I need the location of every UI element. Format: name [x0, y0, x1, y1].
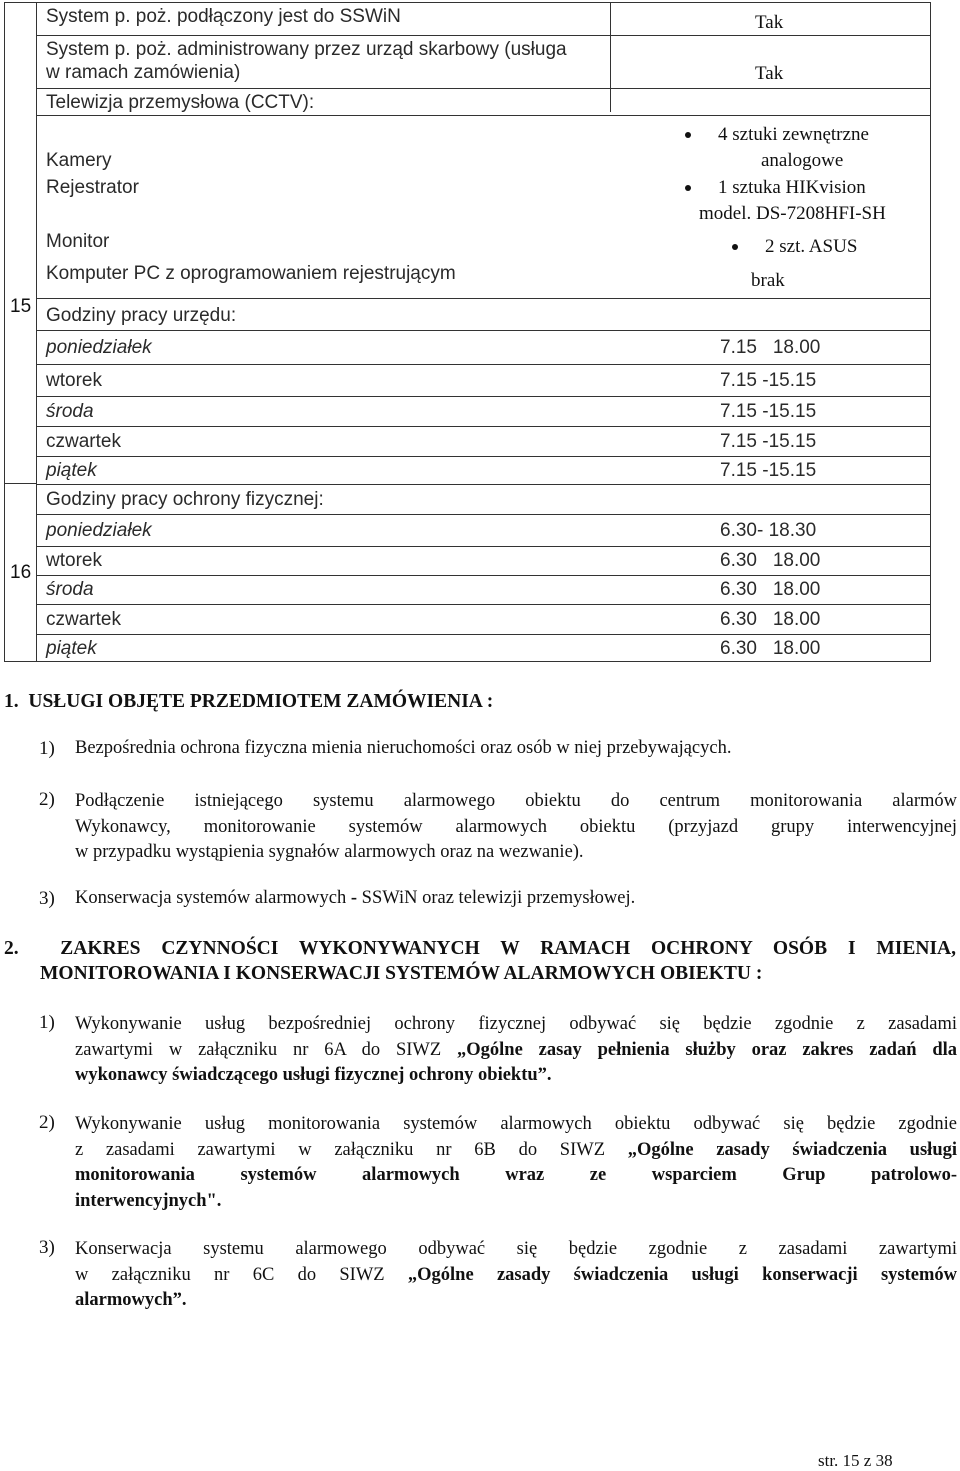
admin-label-line1: System p. poż. administrowany przez urząd skarbowy (usługa — [46, 39, 567, 60]
s1-item2-line1: Podłączenie istniejącego systemu alarmowego obiektu do centrum monitorowania alarmów — [75, 791, 957, 811]
guard-hours-value: 6.30 18.00 — [720, 638, 821, 659]
bullet-icon — [732, 244, 738, 250]
admin-value: Tak — [755, 63, 784, 84]
table-row-separator-numbers — [4, 483, 37, 484]
bullet-icon — [685, 185, 691, 191]
row-line — [36, 634, 931, 635]
office-day: poniedziałek — [46, 337, 152, 358]
s2-item1-line1: Wykonywanie usług bezpośredniej ochrony fizycznej odbywać się będzie zgodnie z zasadami — [75, 1014, 957, 1034]
s2-item2-line2-plain: z zasadami zawartymi w załączniku nr 6B do SIWZ — [75, 1139, 628, 1160]
s1-item3-after: SSWiN oraz telewizji przemysłowej. — [357, 888, 636, 908]
guard-hours-value: 6.30 18.00 — [720, 609, 821, 630]
s2-item3-text — [75, 1237, 957, 1314]
guard-hours-value: 6.30 18.00 — [720, 579, 821, 600]
cameras-label: Kamery — [46, 150, 112, 171]
guard-day: środa — [46, 579, 94, 600]
s1-item2-text — [75, 789, 957, 866]
recorder-label: Rejestrator — [46, 177, 139, 198]
guard-day: poniedziałek — [46, 520, 152, 541]
cameras-value-line1: 4 sztuki zewnętrzne — [718, 124, 869, 145]
s1-item2-number: 2) — [39, 789, 55, 810]
row-line — [36, 514, 931, 515]
s2-item2-text — [75, 1112, 957, 1214]
row-number-15: 15 — [10, 296, 32, 317]
sswin-value: Tak — [755, 12, 784, 33]
row-line — [36, 575, 931, 576]
s2-item3-line2-plain: w załączniku nr 6C do SIWZ — [75, 1264, 408, 1285]
office-hours-label: Godziny pracy urzędu: — [46, 305, 237, 326]
pc-label: Komputer PC z oprogramowaniem rejestrującym — [46, 263, 456, 284]
s2-item2-number: 2) — [39, 1112, 55, 1133]
table-border-right — [930, 2, 931, 662]
office-hours-value: 7.15 -15.15 — [720, 401, 817, 422]
s1-item3-number: 3) — [39, 888, 55, 909]
s2-item1-line2-plain: zawartymi w załączniku nr 6A do SIWZ — [75, 1039, 458, 1060]
monitor-value: 2 szt. ASUS — [765, 236, 858, 257]
s2-item1-line2-bold: „Ogólne zasay pełnienia służby oraz zakres zadań dla — [457, 1039, 957, 1060]
cctv-label: Telewizja przemysłowa (CCTV): — [46, 92, 315, 113]
guard-day: wtorek — [46, 550, 102, 571]
sswin-label: System p. poż. podłączony jest do SSWiN — [46, 6, 401, 27]
office-day: piątek — [46, 460, 97, 481]
table-border-number-col — [36, 2, 37, 662]
section2-heading-line2: MONITOROWANIA I KONSERWACJI SYSTEMÓW ALARMOWYCH OBIEKTU : — [40, 963, 763, 984]
office-day: środa — [46, 401, 94, 422]
row-line — [36, 426, 931, 427]
s2-item2-line2 — [75, 1138, 957, 1164]
office-hours-value: 7.15 18.00 — [720, 337, 821, 358]
bullet-icon — [685, 132, 691, 138]
recorder-value-line1: 1 sztuka HIKvision — [718, 177, 866, 198]
row-line — [36, 546, 931, 547]
recorder-value-line2: model. DS-7208HFI-SH — [699, 203, 886, 224]
section2-heading-line1: 2. ZAKRES CZYNNOŚCI WYKONYWANYCH W RAMACH OCHRONY OSÓB I MIENIA, — [4, 938, 956, 959]
s2-item3-line3: alarmowych”. — [75, 1290, 187, 1310]
cameras-value-line2: analogowe — [761, 150, 844, 171]
row-line — [36, 298, 931, 299]
office-day: czwartek — [46, 431, 121, 452]
s2-item3-line2 — [75, 1263, 957, 1289]
row-line — [36, 88, 931, 89]
table-border-top — [4, 2, 931, 3]
table-border-left — [4, 2, 5, 662]
s2-item3-line1: Konserwacja systemu alarmowego odbywać się będzie zgodnie z zasadami zawartymi — [75, 1239, 957, 1259]
table-border-bottom — [4, 661, 931, 662]
guard-hours-value: 6.30 18.00 — [720, 550, 821, 571]
guard-day: piątek — [46, 638, 97, 659]
row-line — [36, 396, 931, 397]
s2-item2-line4: interwencyjnych". — [75, 1190, 222, 1211]
s1-item2-line2: Wykonawcy, monitorowanie systemów alarmowych obiektu (przyjazd grupy interwencyjnej — [75, 816, 957, 837]
guard-hours-label: Godziny pracy ochrony fizycznej: — [46, 489, 324, 510]
pc-value: brak — [751, 270, 785, 291]
s1-item1-text: Bezpośrednia ochrona fizyczna mienia nieruchomości oraz osób w niej przebywających. — [75, 738, 732, 758]
s1-item3-plain: Konserwacja systemów alarmowych — [75, 888, 351, 908]
office-hours-value: 7.15 -15.15 — [720, 431, 817, 452]
s2-item1-text — [75, 1012, 957, 1089]
section1-heading: 1. USŁUGI OBJĘTE PRZEDMIOTEM ZAMÓWIENIA : — [4, 691, 494, 712]
s2-item3-number: 3) — [39, 1237, 55, 1258]
s2-item3-line2-bold: „Ogólne zasady świadczenia usługi konserwacji systemów — [407, 1264, 957, 1285]
s2-item2-line1: Wykonywanie usług monitorowania systemów alarmowych obiektu odbywać się będzie zgodnie — [75, 1114, 957, 1134]
office-hours-value: 7.15 -15.15 — [720, 460, 817, 481]
row-line — [36, 364, 931, 365]
s1-item3-text — [75, 888, 635, 909]
row-line — [36, 604, 931, 605]
guard-day: czwartek — [46, 609, 121, 630]
row-number-16: 16 — [10, 562, 32, 583]
table-border-value-col — [610, 2, 611, 112]
row-line — [36, 484, 931, 485]
s2-item1-line3: wykonawcy świadczącego usługi fizycznej ochrony obiektu”. — [75, 1065, 552, 1085]
s1-item1-number: 1) — [39, 738, 55, 759]
section2-heading — [4, 936, 956, 986]
s2-item2-line3: monitorowania systemów alarmowych wraz ze wsparciem Grup patrolowo- — [75, 1165, 957, 1185]
s1-item2-line3: w przypadku wystąpienia sygnałów alarmowych oraz na wezwanie). — [75, 842, 584, 862]
admin-label-line2: w ramach zamówienia) — [46, 62, 241, 83]
monitor-label: Monitor — [46, 231, 110, 252]
row-line — [36, 35, 931, 36]
s2-item1-number: 1) — [39, 1012, 55, 1033]
office-day: wtorek — [46, 370, 102, 391]
s2-item1-line2 — [75, 1038, 957, 1064]
row-line — [36, 330, 931, 331]
office-hours-value: 7.15 -15.15 — [720, 370, 817, 391]
s1-item3-dash: - — [350, 888, 358, 908]
row-line — [36, 115, 931, 116]
page-number: str. 15 z 38 — [818, 1451, 893, 1470]
row-line — [36, 456, 931, 457]
s2-item2-line2-bold: „Ogólne zasady świadczenia usługi — [627, 1139, 957, 1160]
guard-hours-value: 6.30- 18.30 — [720, 520, 817, 541]
